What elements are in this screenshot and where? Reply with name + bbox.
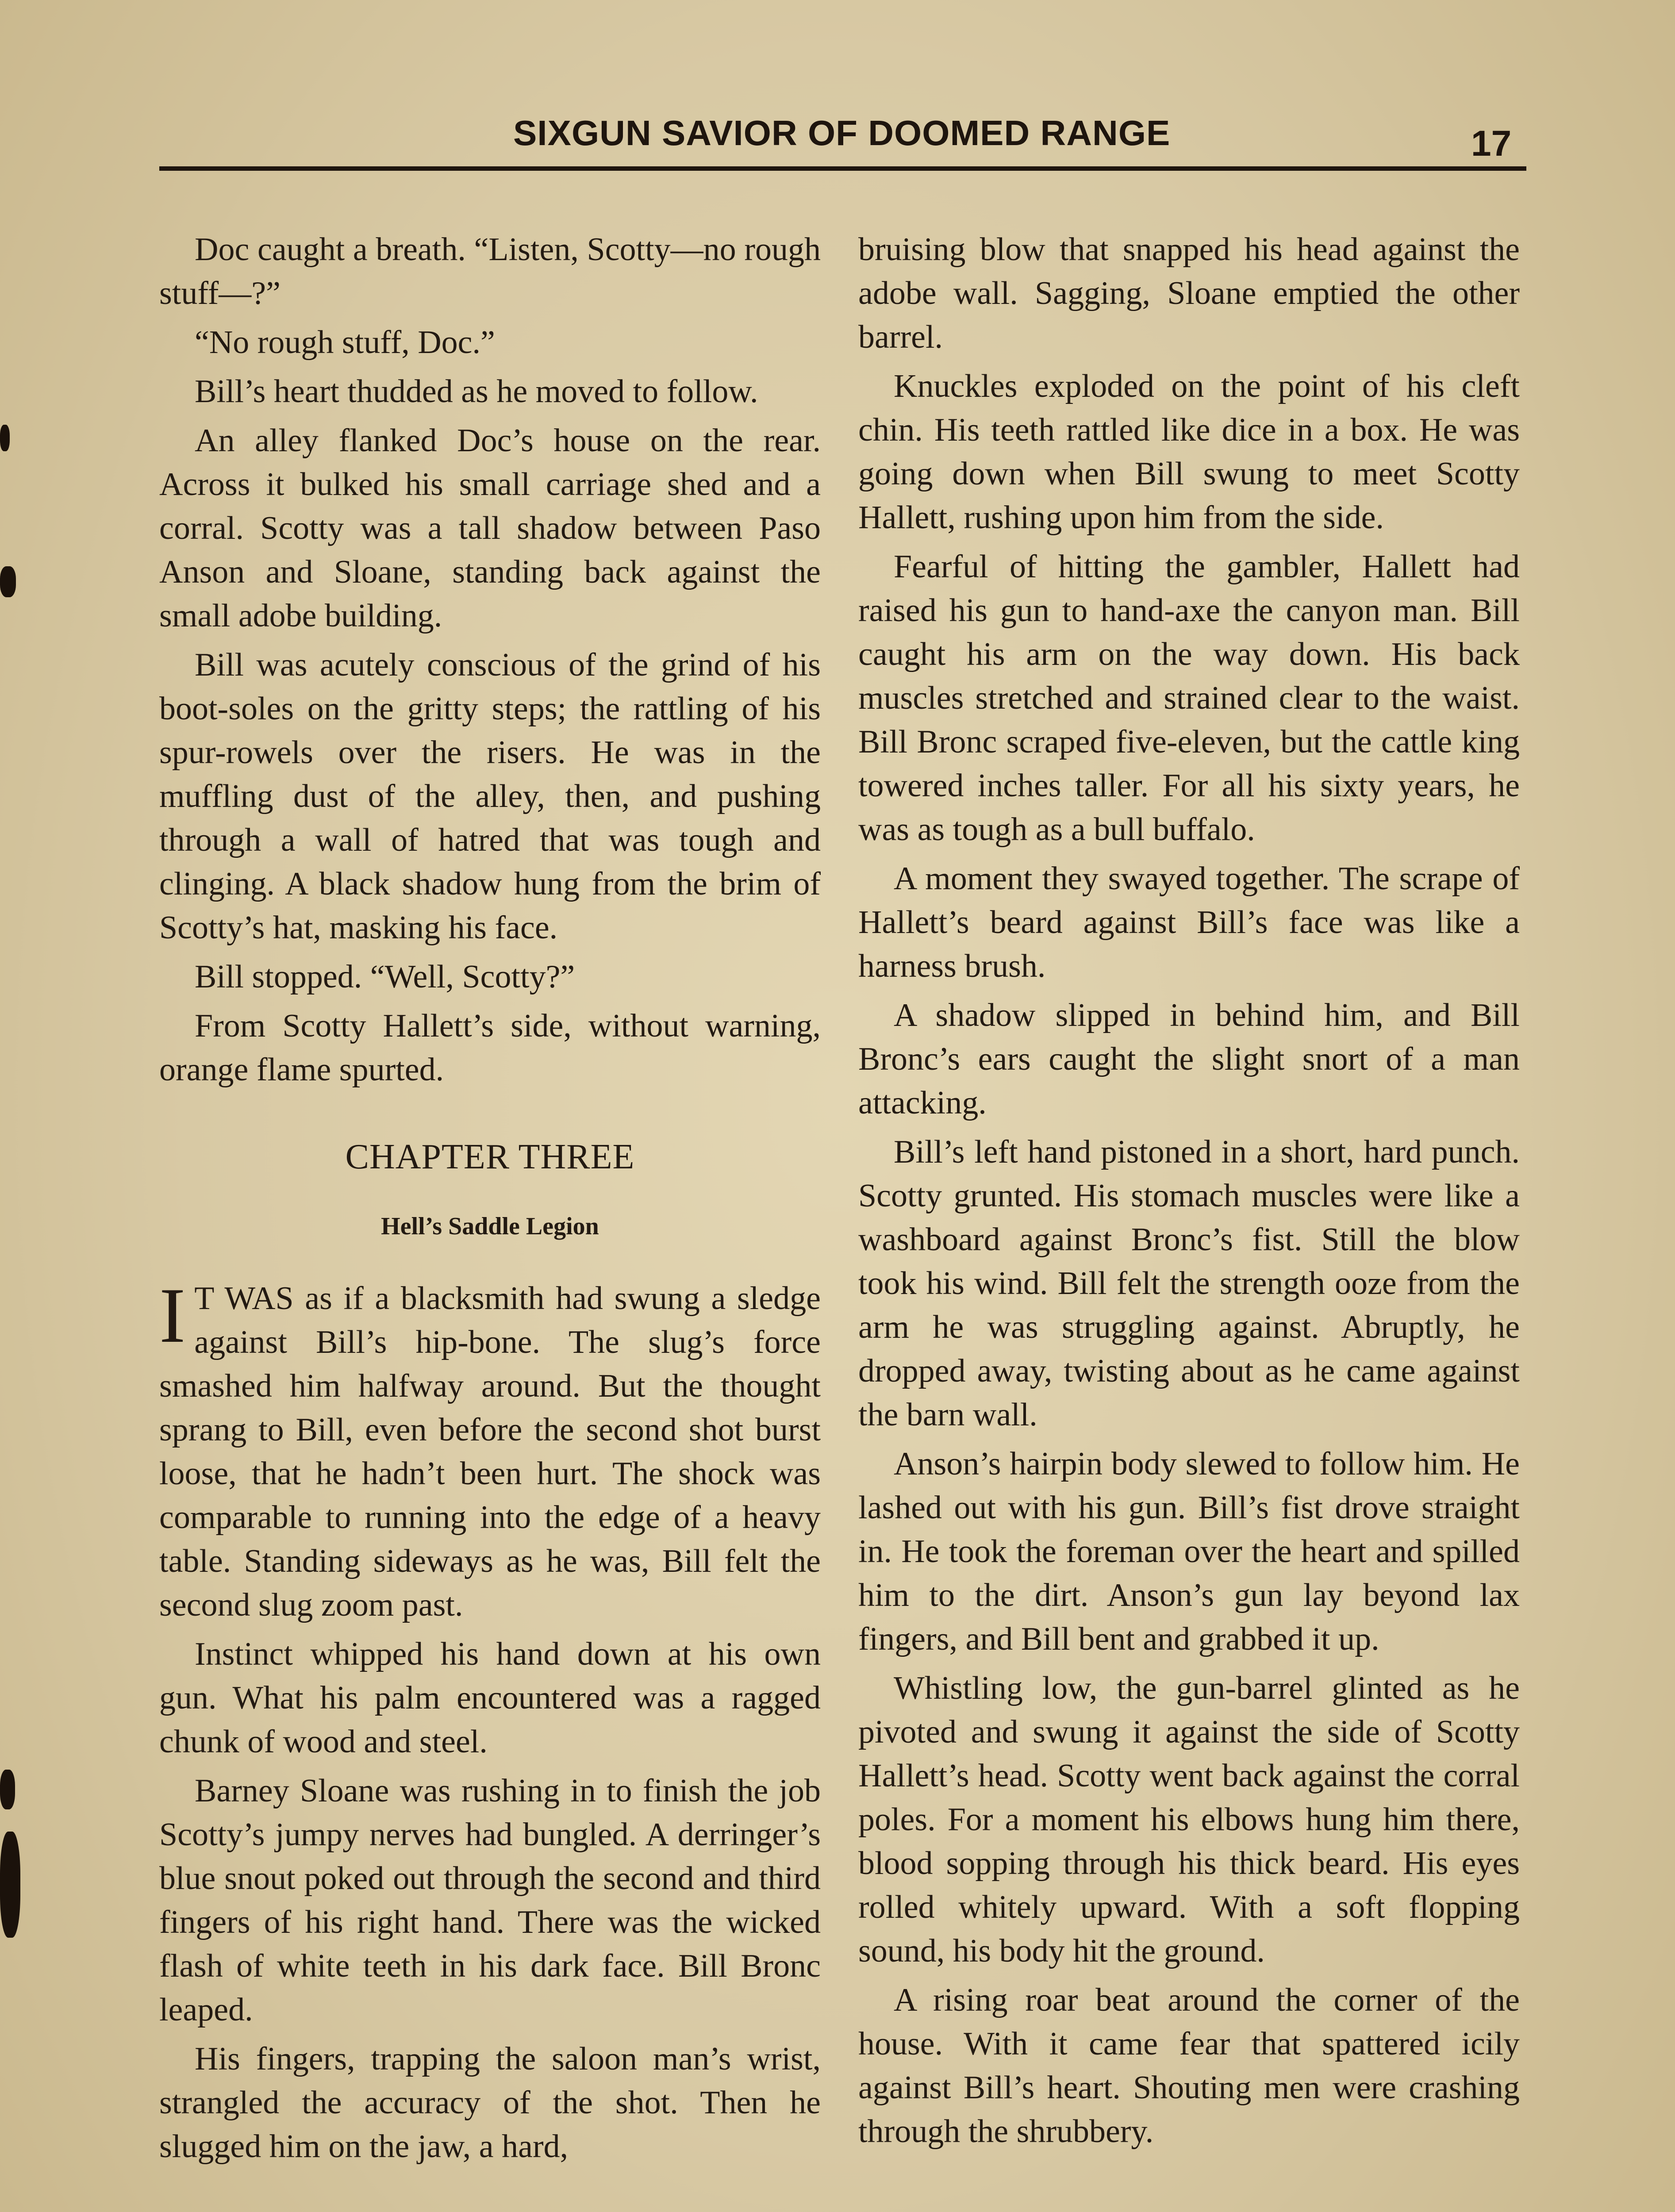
paragraph: Whistling low, the gun-barrel glinted as he pivoted and swung it against the side of Scotty Hallett’s head. Scotty went back against the corral poles. For a moment his elbows hung him there, blood sopping through his thick beard. His eyes rolled whitely upward. With a soft flopping sound, his body hit the ground. xyxy=(858,1670,1520,1969)
paragraph: An alley flanked Doc’s house on the rear. Across it bulked his small carriage shed and a corral. Scotty was a tall shadow between Paso Anson and Sloane, standing back against the small adobe building. xyxy=(159,422,821,634)
edge-damage-mark xyxy=(0,1770,15,1809)
opening-text: T WAS as if a blacksmith had swung a sledge against Bill’s hip-bone. The slug’s force smashed him halfway around. But the thought sprang to Bill, even before the second shot burst loose, that he hadn’t been hurt. The shock was comparable to running into the edge of a heavy table. Standing sideways as he was, Bill felt the second slug zoom past. xyxy=(159,1280,821,1623)
paragraph: Knuckles exploded on the point of his cleft chin. His teeth rattled like dice in a box. He was going down when Bill swung to meet Scotty Hallett, rushing upon him from the side. xyxy=(858,368,1520,536)
page-header xyxy=(0,0,1675,173)
chapter-heading: CHAPTER THREE xyxy=(345,1137,635,1176)
paragraph: Bill was acutely conscious of the grind of his boot-soles on the gritty steps; the rattling of his spur-rowels over the risers. He was in the muffling dust of the alley, then, and pushing through a wall of hatred that was tough and clinging. A black shadow hung from the brim of Scotty’s hat, masking his face. xyxy=(159,647,821,946)
paragraph: Fearful of hitting the gambler, Hallett had raised his gun to hand-axe the canyon man. Bill caught his arm on the way down. His back muscles stretched and strained clear to the waist. Bill Bronc scraped five-eleven, but the cattle king towered inches taller. For all his sixty years, he was as tough as a bull buffalo. xyxy=(858,549,1520,848)
paragraph: Bill’s heart thudded as he moved to follow. xyxy=(195,373,758,410)
page-number: 17 xyxy=(1471,123,1512,164)
left-column xyxy=(159,228,821,2174)
edge-damage-mark xyxy=(0,425,10,451)
paragraph: Barney Sloane was rushing in to finish the job Scotty’s jumpy nerves had bungled. A derringer’s blue snout poked out through the second and third fingers of his right hand. There was the wicked flash of white teeth in his dark face. Bill Bronc leaped. xyxy=(159,1773,821,2028)
continuation-paragraph: bruising blow that snapped his head against the adobe wall. Sagging, Sloane emptied the other barrel. xyxy=(858,231,1520,355)
chapter-subtitle: Hell’s Saddle Legion xyxy=(381,1213,599,1240)
paragraph: A rising roar beat around the corner of the house. With it came fear that spattered icily against Bill’s heart. Shouting men were crashing through the shrubbery. xyxy=(858,1982,1520,2150)
header-rule xyxy=(159,166,1526,171)
paragraph: Doc caught a breath. “Listen, Scotty—no rough stuff—?” xyxy=(159,231,821,311)
paragraph: His fingers, trapping the saloon man’s wrist, strangled the accuracy of the shot. Then he slugged him on the jaw, a hard, xyxy=(159,2041,821,2165)
paragraph: Anson’s hairpin body slewed to follow him. He lashed out with his gun. Bill’s fist drove straight in. He took the foreman over the heart and spilled him to the dirt. Anson’s gun lay beyond lax fingers, and Bill bent and grabbed it up. xyxy=(858,1446,1520,1657)
drop-cap: I xyxy=(159,1271,186,1359)
paragraph: A moment they swayed together. The scrape of Hallett’s beard against Bill’s face was like a harness brush. xyxy=(858,860,1520,984)
running-title: SIXGUN SAVIOR OF DOOMED RANGE xyxy=(513,113,1171,153)
paragraph: Bill’s left hand pistoned in a short, hard punch. Scotty grunted. His stomach muscles were like a washboard against Bronc’s fist. Still the blow took his wind. Bill felt the strength ooze from the arm he was struggling against. Abruptly, he dropped away, twisting about as he came against the barn wall. xyxy=(858,1134,1520,1433)
edge-damage-mark xyxy=(0,1832,20,1938)
paragraph: “No rough stuff, Doc.” xyxy=(195,324,495,361)
paragraph: A shadow slipped in behind him, and Bill Bronc’s ears caught the slight snort of a man attacking. xyxy=(858,997,1520,1121)
paragraph: Instinct whipped his hand down at his own gun. What his palm encountered was a ragged chunk of wood and steel. xyxy=(159,1636,821,1760)
paragraph: From Scotty Hallett’s side, without warning, orange flame spurted. xyxy=(159,1008,821,1088)
right-column xyxy=(858,228,1520,2159)
edge-damage-mark xyxy=(0,566,16,597)
paragraph: Bill stopped. “Well, Scotty?” xyxy=(195,959,575,995)
chapter-opening-paragraph xyxy=(159,1271,821,1627)
